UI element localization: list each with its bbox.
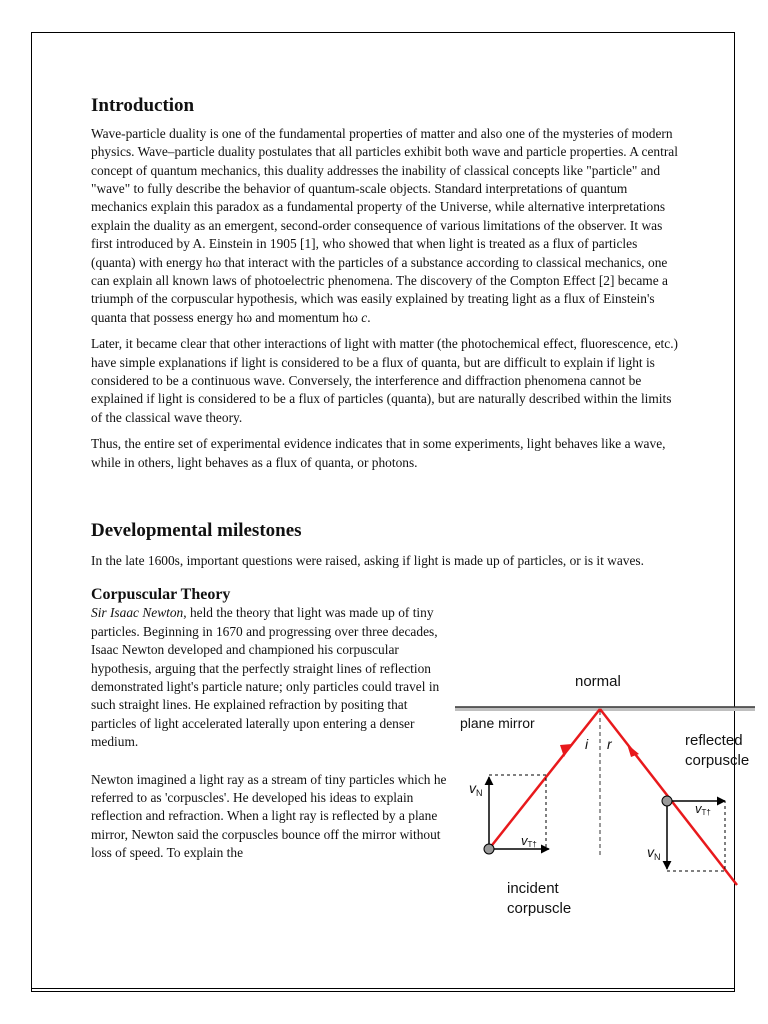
incident-corpuscle [484, 844, 494, 854]
reflection-diagram [455, 663, 755, 933]
incident-vt-symbol: v [521, 833, 528, 848]
plane-mirror-label: plane mirror [460, 715, 535, 731]
incident-label-line1: incident [507, 880, 559, 897]
intro-paragraph-1-period: . [367, 309, 371, 325]
introduction-heading: Introduction [91, 95, 195, 116]
reflected-vt-symbol: v [695, 801, 702, 816]
reflected-vn-label [647, 844, 661, 862]
intro-paragraph-2: Later, it became clear that other interactions of light with matter (the photochemical effect, fluorescence, etc.) have simple explanations if light is considered to be a flux of quanta, but are difficult to explain if light is considered to be a continuous wave. Conversely, the interference and diffraction phenomena cannot be explained if light is considered to be a flux of particles (quanta), but are naturally described within the limits of the classical wave theory. [91, 336, 679, 425]
reflected-vt-label [695, 801, 711, 817]
intro-paragraph-1-text: Wave-particle duality is one of the fundamental properties of matter and also one of the mysteries of modern physics. Wave–particle duality postulates that all particles exhibit both wave and particle properties. A central concept of quantum mechanics, this duality addresses the inability of classical concepts like "particle" and "wave" to fully describe the behavior of quantum-scale objects. Standard interpretations of quantum mechanics explain this paradox as a fundamental property of the Universe, while alternative interpretations explain the duality as an emergent, second-order consequence of various limitations of the observer. It was first introduced by A. Einstein in 1905 [1], who showed that when light is treated as a flux of particles (quanta) with energy hω that interact with the particles of a substance according to classical mechanics, one can explain all known laws of photoelectric phenomena. The discovery of the Compton Effect [2] became a triumph of the corpuscular hypothesis, which was easily explained by treating light as a flux of Einstein's quanta that possess energy hω and momentum hω [91, 125, 678, 325]
milestones-heading: Developmental milestones [91, 520, 302, 542]
incident-vn-symbol: v [469, 780, 476, 796]
incident-vn-subscript: N [476, 788, 483, 798]
intro-paragraph-3: Thus, the entire set of experimental evidence indicates that in some experiments, light behaves like a wave, while in others, light behaves as a flux of quanta, or photons. [91, 436, 666, 470]
corpuscular-paragraph-1-text: , held the theory that light was made up of tiny particles. Beginning in 1670 and progressing over three decades, Isaac Newton developed and championed his corpuscular hypothesis, arguing that the perfectly straight lines of reflection demonstrated light's particle nature; only particles could travel in such straight lines. He explained refraction by positing that particles of light accelerated laterally upon entering a denser medium. [91, 605, 440, 750]
speed-of-light-symbol: c [361, 309, 368, 325]
reflected-vt-subscript: T† [701, 808, 711, 817]
incident-vt-subscript: T† [527, 840, 537, 849]
angle-r-label: r [607, 736, 612, 752]
corpuscular-paragraph-1 [91, 604, 451, 751]
angle-i-label: i [585, 736, 589, 752]
incident-arrowhead [560, 744, 572, 757]
reflected-corpuscle [662, 796, 672, 806]
reflected-label-line1: reflected [685, 732, 743, 749]
incident-vn-label [469, 780, 483, 798]
corpuscular-theory-heading: Corpuscular Theory [91, 586, 231, 604]
normal-label: normal [575, 673, 621, 690]
intro-paragraph-1 [91, 125, 679, 327]
milestones-paragraph: In the late 1600s, important questions were raised, asking if light is made up of particles, or is it waves. [91, 552, 644, 568]
corpuscular-paragraph-2: Newton imagined a light ray as a stream of tiny particles which he referred to as 'corpuscles'. He developed his ideas to explain reflection and refraction. When a light ray is reflected by a plane mirror, Newton said the corpuscles bounce off the mirror without loss of speed. To explain the [91, 771, 447, 861]
reflected-label-line2: corpuscle [685, 752, 750, 769]
reflected-vn-symbol: v [647, 844, 654, 860]
newton-name: Sir Isaac Newton [91, 605, 184, 621]
reflected-vn-subscript: N [654, 852, 661, 862]
incident-label-line2: corpuscle [507, 900, 572, 917]
incident-vt-label [521, 833, 537, 849]
